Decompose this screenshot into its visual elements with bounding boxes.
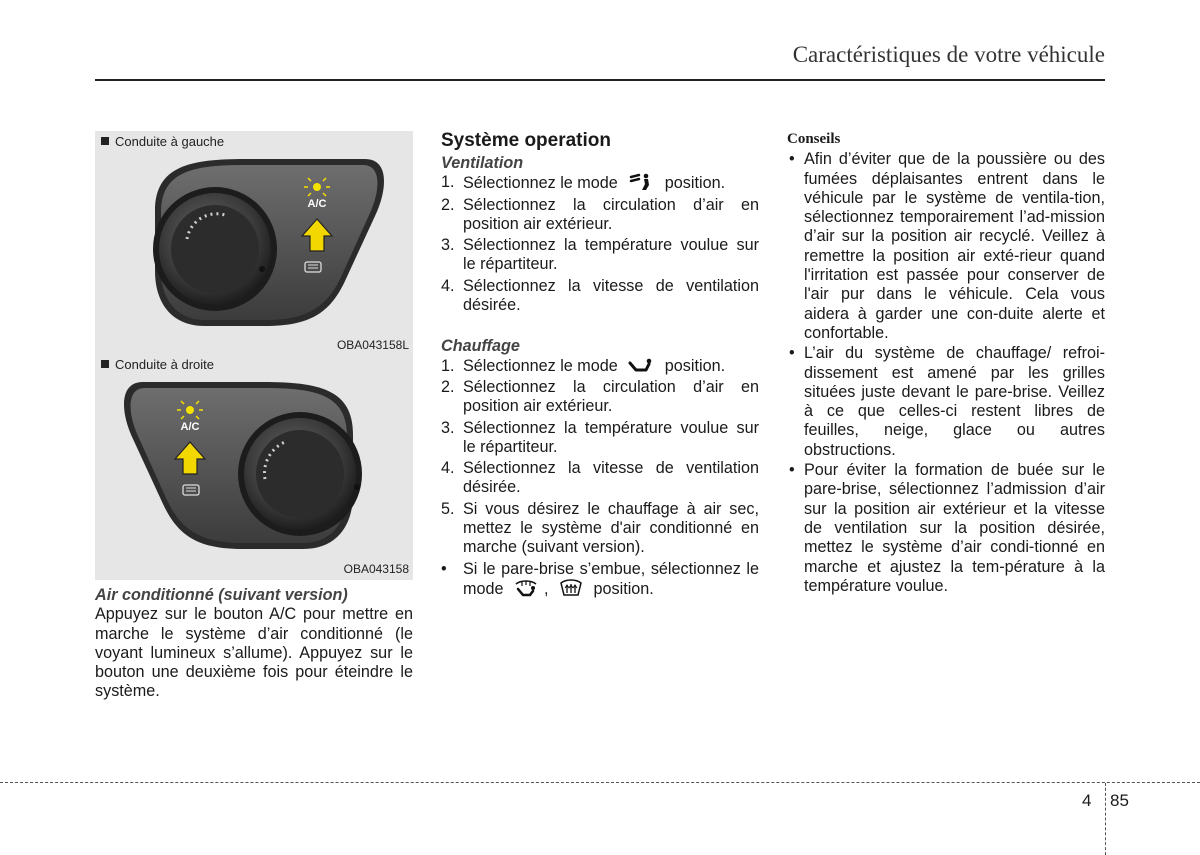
section-title: Système operation [441,130,611,151]
figure-right-hand-drive [95,354,413,580]
list-item: 4. Sélectionnez la vitesse de ventilation désirée. [441,276,759,315]
defrost-floor-icon [514,579,538,597]
list-item: 2. Sélectionnez la circulation d’air en position air extérieur. [441,377,759,416]
page-header-title: Caractéristiques de votre véhicule [792,42,1105,67]
list-item: 3. Sélectionnez la température voulue sur le répartiteur. [441,236,759,274]
figure-label: Conduite à droite [101,357,214,372]
figure-label: Conduite à gauche [101,134,224,149]
list-item: 1. Sélectionnez le mode position. [441,173,726,193]
figure-left-hand-drive [95,131,413,356]
ac-control-panel-lhd-illustration [95,131,413,356]
chauffage-heading: Chauffage [441,337,520,356]
list-item: 4. Sélectionnez la vitesse de ventilation désirée. [441,459,759,497]
list-item: • Si le pare-brise s’embue, sélectionnez le mode , position. [441,559,759,598]
ac-body: Appuyez sur le bouton A/C pour mettre en marche le système d’air conditionné (le voyant lumineux s’allume). Appuyez sur le bouton une deuxième fois pour éteindre le système. [95,605,413,701]
conseils-list [787,150,1105,596]
chauffage-steps [441,357,759,600]
footer-divider [1105,783,1106,855]
chapter-number: 4 [1082,791,1092,810]
defrost-icon [559,579,583,597]
footer-rule [0,782,1200,783]
ventilation-heading: Ventilation [441,154,524,172]
ac-heading: Air conditionné (suivant version) [95,586,348,604]
face-vent-icon [628,173,654,191]
list-item: • L’air du système de chauffage/ refroi-dissement est amené par les grilles situées juste devant le pare-brise. Veillez à ce que celles-ci restent libres de feuilles, neige, glace ou autres obstructions. [789,344,1105,459]
conseils-heading: Conseils [787,131,841,147]
figure-code: OBA043158 [343,562,409,576]
ac-button-label: A/C [307,198,327,210]
header-rule [95,79,1105,81]
list-item: • Afin d’éviter que de la poussière ou des fumées déplaisantes entrent dans le véhicule par le système de ventila-tion, sélectionnez temporairement l’ad-mission d’air sur la position air recyclé. Veillez à remettre la position air exté-rieur quand l'irritation est passée pour conserver de l'air pur dans le véhicule. Cela vous aidera à garder une con-duite alerte et confortable. [789,150,1105,342]
list-item: 3. Sélectionnez la température voulue sur le répartiteur. [441,418,759,456]
list-item: • Pour éviter la formation de buée sur le pare-brise, sélectionnez l’admission d’air sur la position air extérieur et la vitesse de ventilation sur la position désirée, mettez le système d’air condi-tionné en marche et ajustez la tem-pérature à la température voulue. [789,461,1105,595]
column-system-operation [441,130,759,601]
list-item: 5. Si vous désirez le chauffage à air sec, mettez le système d'air conditionné en marche (suivant version). [441,499,759,557]
list-item: 2. Sélectionnez la circulation d’air en position air extérieur. [441,195,759,233]
column-ac-description [95,586,413,702]
page-number: 85 [1110,791,1129,810]
ac-button-label: A/C [180,421,200,433]
figure-code: OBA043158L [336,338,409,352]
ventilation-steps [441,173,759,315]
ac-control-panel-rhd-illustration [95,354,413,580]
floor-heat-icon [628,358,654,374]
list-item: 1. Sélectionnez le mode position. [441,356,726,375]
column-conseils [787,130,1105,597]
